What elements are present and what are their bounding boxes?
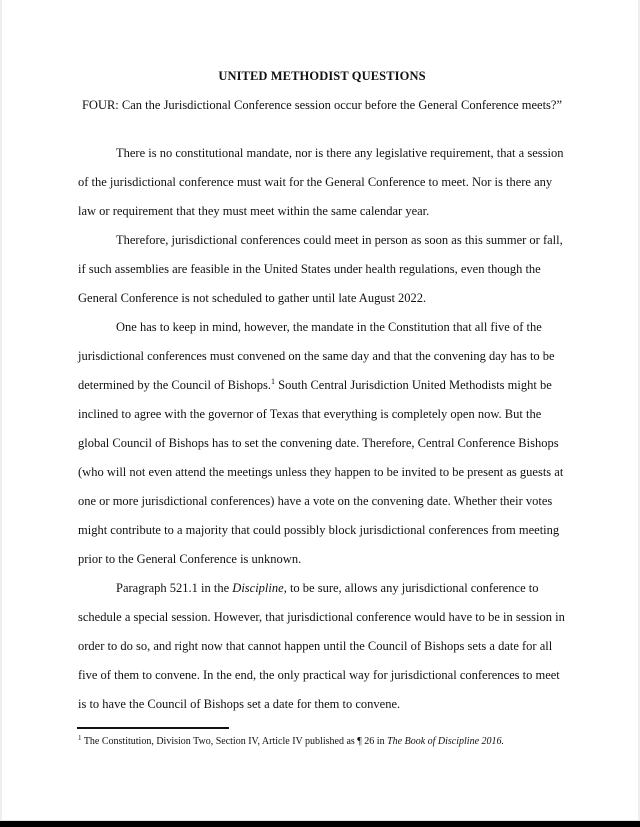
paragraph-2: Therefore, jurisdictional conferences could meet in person as soon as this summer or fall, if such assemblies are feasible in the United States under health regulations, even though the General Conference is not scheduled to gather until late August 2022. xyxy=(78,233,563,305)
question-subtitle: FOUR: Can the Jurisdictional Conference session occur before the General Conference meets?” xyxy=(81,98,563,112)
paragraph-3 xyxy=(78,313,570,574)
footnote xyxy=(78,736,598,747)
paragraph-3-text-a: One has to keep in mind, however, the mandate in the Constitution that all five of the jurisdictional conferences must convened on the same day and that the convening day has to be determined by the Council of Bishops. xyxy=(78,320,555,392)
footnote-number: 1 xyxy=(78,734,82,742)
paragraph-4-text-b: , to be sure, allows any jurisdictional conference to schedule a special session. However, that jurisdictional conference would have to be in session in order to do so, and right now that cannot happen until the Council of Bishops sets a date for all five of them to convene. In the end, the only practical way for jurisdictional conferences to meet is to have the Council of Bishops set a date for them to convene. xyxy=(78,581,565,711)
footnote-text: The Constitution, Division Two, Section IV, Article IV published as ¶ 26 in xyxy=(81,736,388,747)
footnote-book-title: The Book of Discipline 2016. xyxy=(387,736,505,747)
document-body xyxy=(78,139,570,719)
paragraph-3-text-b: South Central Jurisdiction United Methodists might be inclined to agree with the governor of Texas that everything is completely open now. But the global Council of Bishops has to set the convening date. Therefore, Central Conference Bishops (who will not even attend the meetings unless they happen to be invited to be present as guests at one or more jurisdictional conferences) have a vote on the convening date. Whether their votes might contribute to a majority that could possibly block jurisdictional conferences from meeting prior to the General Conference is unknown. xyxy=(78,378,564,566)
document-title: UNITED METHODIST QUESTIONS xyxy=(218,69,426,83)
paragraph-1: There is no constitutional mandate, nor is there any legislative requirement, that a session of the jurisdictional conference must wait for the General Conference to meet. Nor is there any law or requirement that they must meet within the same calendar year. xyxy=(78,146,564,218)
footnote-separator xyxy=(77,727,229,729)
bottom-edge xyxy=(0,821,640,827)
paragraph-4 xyxy=(78,574,570,719)
discipline-italic: Discipline xyxy=(232,581,284,595)
paragraph-4-text-a: Paragraph 521.1 in the xyxy=(116,581,233,595)
footnote-reference[interactable]: 1 xyxy=(271,377,276,386)
